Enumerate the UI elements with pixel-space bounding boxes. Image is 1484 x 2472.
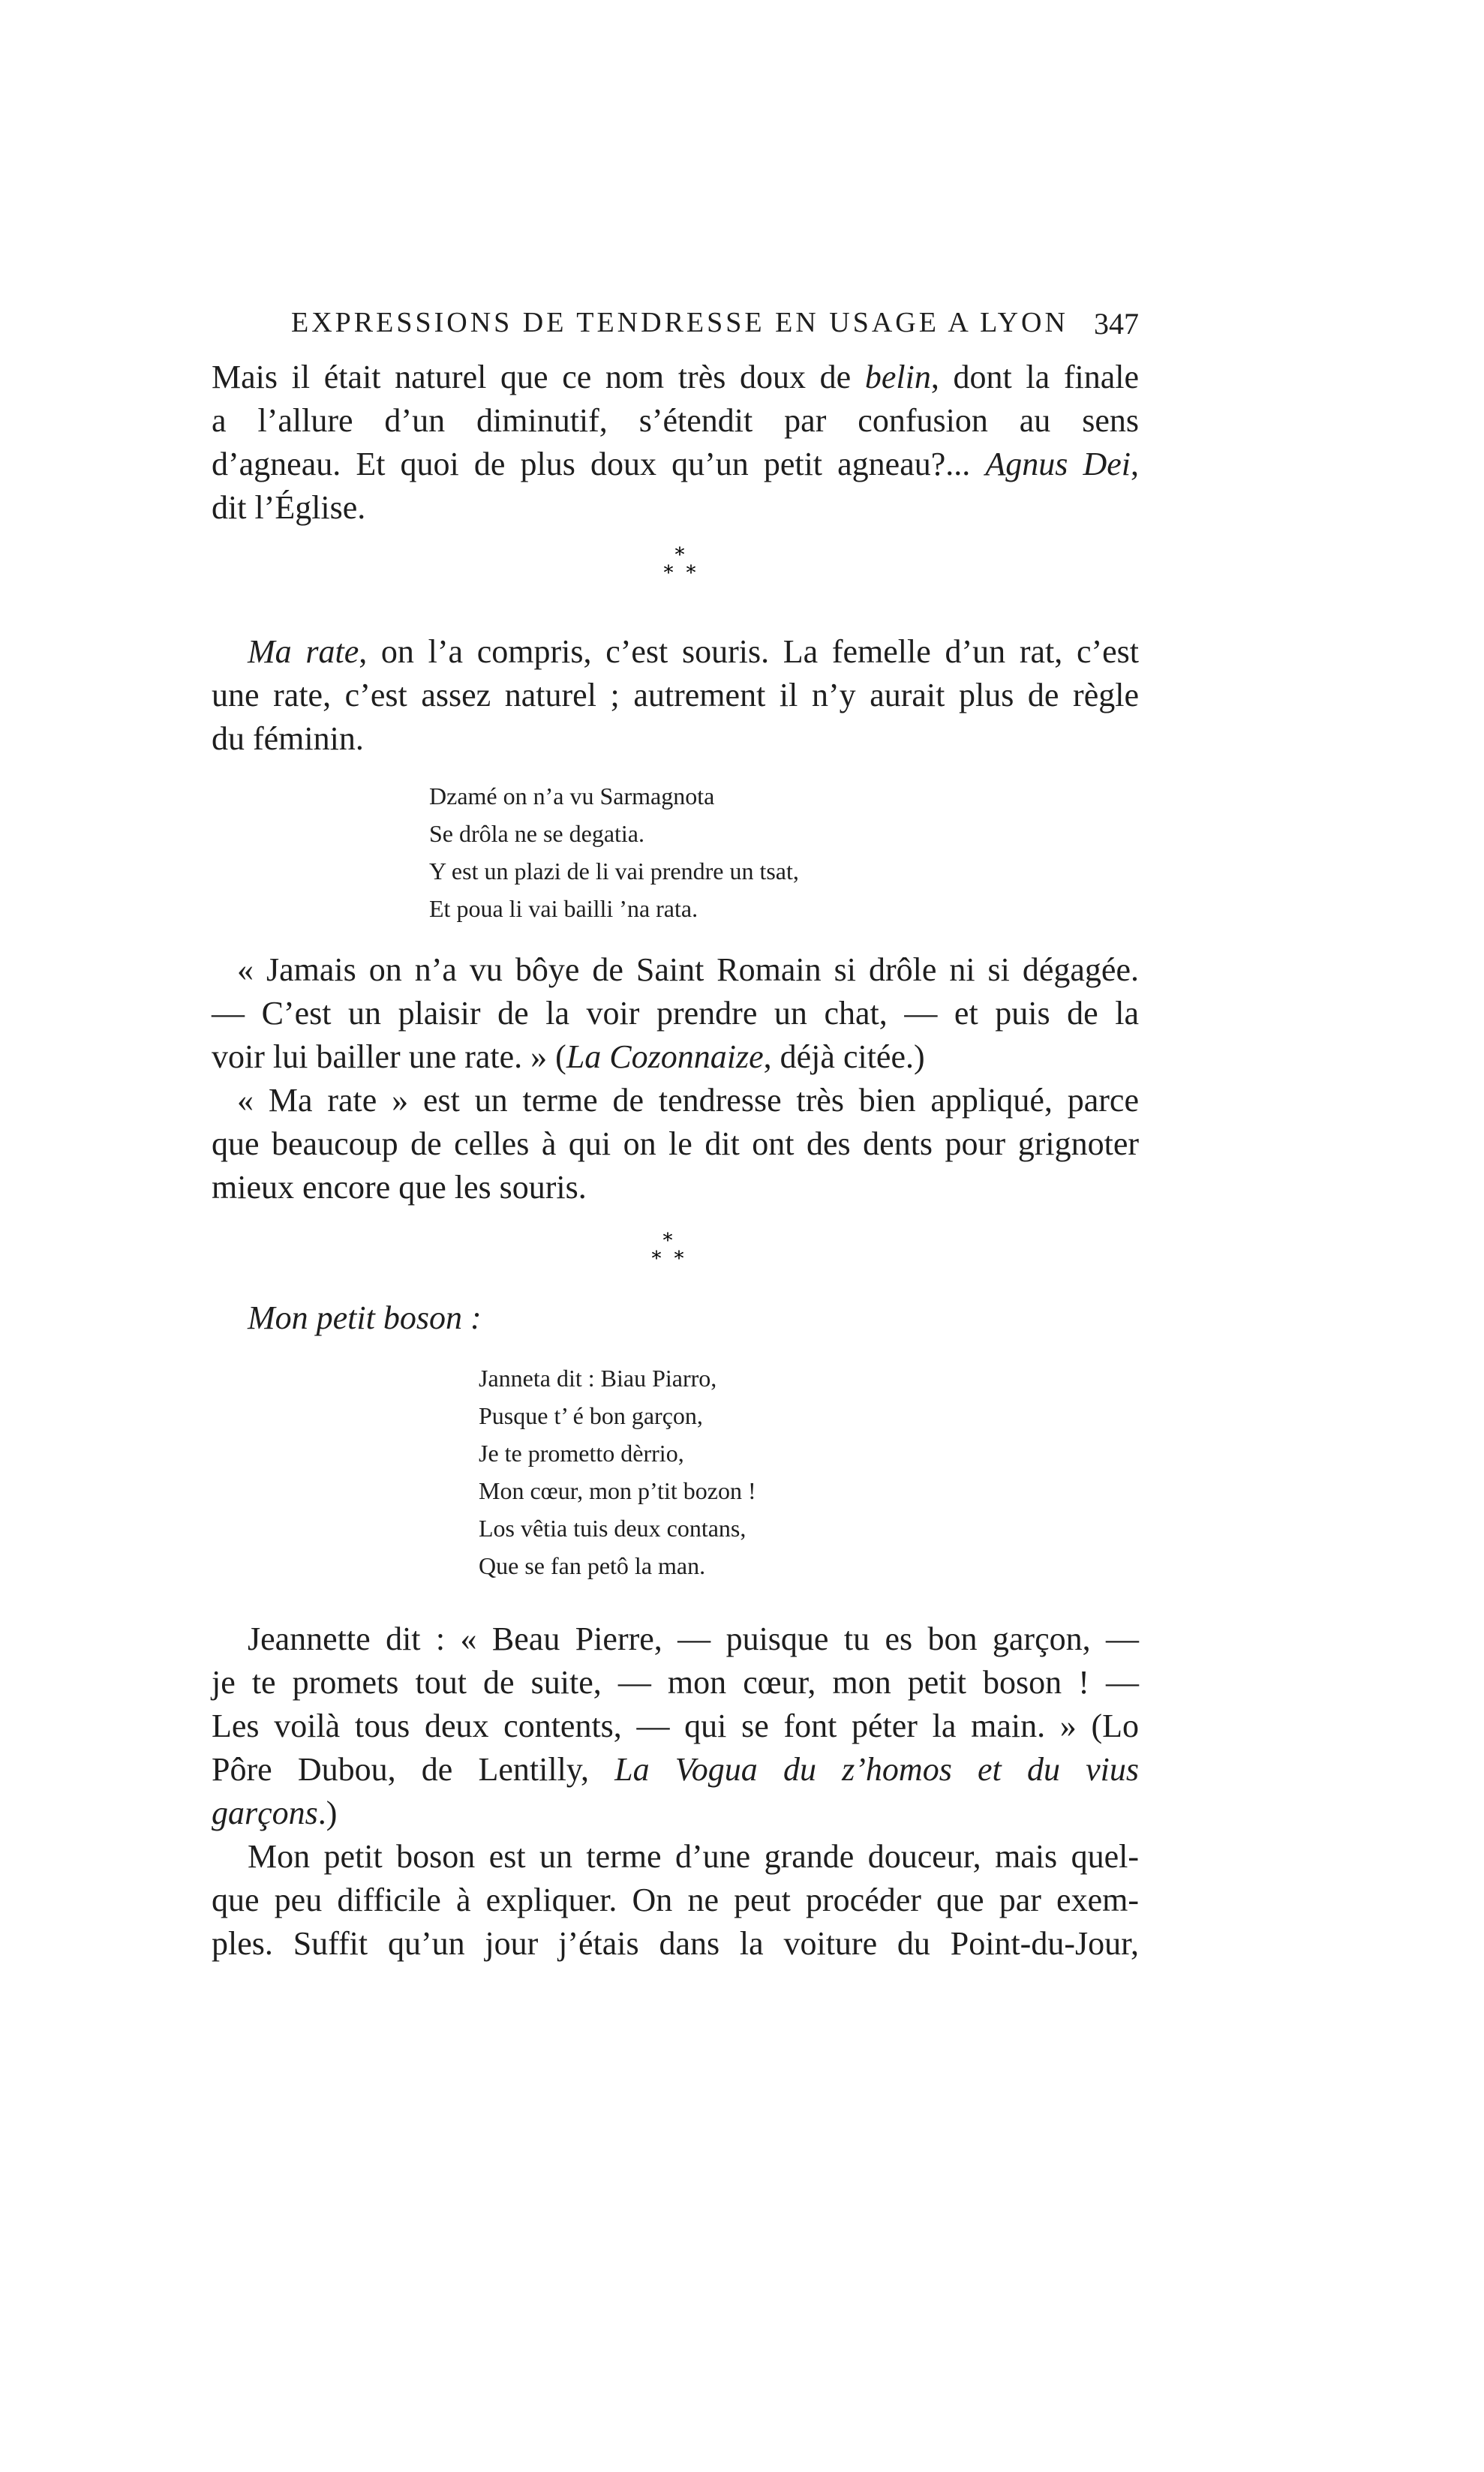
asterism-divider [638,1230,698,1275]
svg-text:*: * [663,562,674,584]
verse-quotation [429,777,799,927]
page-number: 347 [1094,307,1139,341]
text-line: Les voilà tous deux contents, — qui se font péter la main. » (Lo [212,1708,1139,1744]
paragraph-ma-rate-explanation [212,1079,1139,1209]
paragraph-mon-petit-boson [212,1296,1139,1340]
text-line: dit l’Église. [212,489,366,526]
running-head: EXPRESSIONS DE TENDRESSE EN USAGE A LYON [291,307,1068,338]
paragraph-belin [212,356,1139,530]
paragraph-translation-1 [212,948,1139,1079]
text-line: « Ma rate » est un terme de tendresse très bien appliqué, parce [237,1082,1139,1119]
svg-text:*: * [674,1248,684,1270]
text-line: que peu difficile à expliquer. On ne peut procéder que par exem- [212,1882,1139,1918]
page-header [291,306,1139,344]
text-line: que beaucoup de celles à qui on le dit ont des dents pour grignoter [212,1125,1139,1162]
text-line: Ma rate, on l’a compris, c’est souris. La femelle d’un rat, c’est [248,633,1140,670]
svg-text:*: * [662,1230,673,1252]
text-line: a l’allure d’un diminutif, s’étendit par confusion au sens [212,402,1139,439]
text-line: « Jamais on n’a vu bôye de Saint Romain si drôle ni si dégagée. [237,951,1139,988]
text-line: voir lui bailler une rate. » (La Cozonnaize, déjà citée.) [212,1038,925,1075]
verse-quotation [479,1359,756,1584]
paragraph-boson-explanation [212,1835,1139,1966]
verse-line: Y est un plazi de li vai prendre un tsat, [429,858,799,885]
svg-text:*: * [686,562,696,584]
paragraph-translation-2 [212,1617,1139,1835]
text-line: Jeannette dit : « Beau Pierre, — puisque tu es bon garçon, — [248,1620,1139,1657]
verse-line: Se drôla ne se degatia. [429,820,644,847]
text-line: Pôre Dubou, de Lentilly, La Vogua du z’homos et du vius [212,1751,1140,1788]
verse-line: Janneta dit : Biau Piarro, [479,1365,717,1392]
text-line: je te promets tout de suite, — mon cœur, mon petit boson ! — [212,1664,1139,1701]
verse-line: Je te prometto dèrrio, [479,1440,684,1467]
text-line: garçons.) [212,1795,338,1831]
text-line: Mon petit boson est un terme d’une grande douceur, mais quel- [248,1838,1139,1875]
text-line: Mais il était naturel que ce nom très doux de belin, dont la finale [212,359,1139,395]
text-line: du féminin. [212,720,364,757]
verse-line: Que se fan petô la man. [479,1552,706,1579]
verse-line: Et poua li vai bailli ’na rata. [429,895,698,922]
paragraph-ma-rate [212,630,1139,761]
text-line: d’agneau. Et quoi de plus doux qu’un petit agneau?... Agnus Dei, [212,446,1139,482]
text-line: Mon petit boson : [248,1299,482,1336]
verse-line: Los vêtia tuis deux contans, [479,1515,747,1542]
svg-text:*: * [651,1248,662,1270]
asterism-divider [650,545,710,590]
verse-line: Mon cœur, mon p’tit bozon ! [479,1477,756,1504]
verse-line: Pusque t’ é bon garçon, [479,1402,703,1429]
svg-text:*: * [674,545,685,566]
text-line: une rate, c’est assez naturel ; autrement il n’y aurait plus de règle [212,677,1139,713]
verse-line: Dzamé on n’a vu Sarmagnota [429,782,715,809]
text-line: ples. Suffit qu’un jour j’étais dans la voiture du Point-du-Jour, [212,1925,1139,1962]
text-line: — C’est un plaisir de la voir prendre un chat, — et puis de la [212,995,1139,1032]
text-line: mieux encore que les souris. [212,1169,587,1206]
